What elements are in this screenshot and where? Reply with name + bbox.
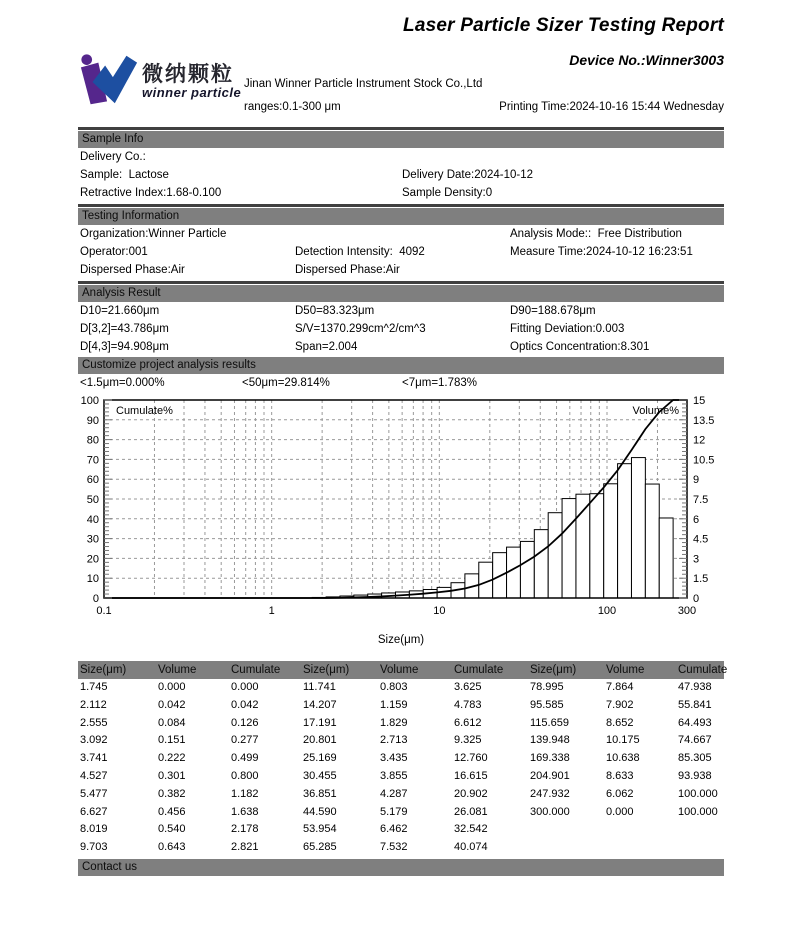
left-axis-label: 10 (86, 573, 99, 586)
table-cell: 78.995 (530, 681, 564, 693)
section-header-contact-us: Contact us (78, 859, 724, 876)
table-cell: 204.901 (530, 769, 570, 782)
table-cell: 7.532 (380, 841, 408, 854)
d90-value: D90=188.678μm (510, 304, 596, 317)
table-cell: 47.938 (678, 681, 712, 693)
testing-info-row (78, 225, 724, 243)
table-cell: 93.938 (678, 769, 712, 782)
sample-name: Sample: Lactose (80, 168, 169, 181)
delivery-date: Delivery Date:2024-10-12 (402, 168, 534, 181)
left-axis-label: 50 (86, 494, 99, 506)
left-axis-label: 60 (86, 474, 99, 487)
x-axis-label: 1 (268, 605, 275, 617)
table-row (78, 786, 724, 804)
table-cell: 2.713 (380, 734, 408, 747)
left-axis-label: 0 (92, 593, 99, 605)
table-cell: 4.527 (80, 769, 108, 782)
table-cell: 95.585 (530, 698, 564, 711)
x-axis-label: 10 (433, 605, 446, 617)
testing-info-row (78, 243, 724, 261)
table-cell: 0.084 (158, 716, 186, 729)
analysis-result-row (78, 338, 724, 356)
table-cell: 0.000 (606, 805, 634, 818)
device-number: Device No.:Winner3003 (569, 52, 724, 68)
table-cell: 7.902 (606, 698, 634, 711)
volume-bar (659, 518, 673, 598)
table-cell: 1.182 (231, 787, 259, 800)
volume-bar (590, 494, 604, 598)
brand-name-cn: 微纳颗粒 (142, 63, 234, 86)
d43-value: D[4,3]=94.908μm (80, 340, 169, 353)
table-cell: 0.456 (158, 805, 186, 818)
table-row (78, 839, 724, 857)
volume-series-label: Volume% (632, 405, 679, 417)
company-name: Jinan Winner Particle Instrument Stock Co.,Ltd (244, 78, 483, 90)
table-cell: 53.954 (303, 823, 337, 836)
table-cell: 0.499 (231, 752, 259, 765)
report-header (78, 52, 724, 114)
measure-time: Measure Time:2024-10-12 16:23:51 (510, 245, 693, 258)
table-cell: 8.633 (606, 769, 634, 782)
table-cell: 2.178 (231, 823, 259, 836)
table-cell: 25.169 (303, 752, 337, 765)
column-header: Volume (380, 663, 419, 676)
volume-bar (631, 458, 645, 598)
table-cell: 14.207 (303, 698, 337, 711)
customize-results-row (78, 374, 724, 392)
table-row (78, 697, 724, 715)
table-cell: 17.191 (303, 716, 337, 729)
d10-value: D10=21.660μm (80, 304, 160, 317)
table-cell: 0.042 (231, 698, 259, 711)
left-axis-label: 70 (86, 454, 99, 467)
table-cell: 1.638 (231, 805, 259, 818)
section-header-testing-information: Testing Information (78, 208, 724, 225)
table-cell: 5.477 (80, 787, 108, 800)
table-cell: 247.932 (530, 787, 570, 800)
separator-line (78, 204, 724, 207)
table-cell: 0.277 (231, 734, 259, 747)
table-cell: 0.042 (158, 698, 186, 711)
volume-bar (604, 484, 618, 598)
column-header: Cumulate (454, 663, 504, 676)
measuring-range: ranges:0.1-300 μm (244, 101, 341, 113)
table-cell: 20.801 (303, 734, 337, 747)
header-right (244, 52, 724, 114)
dispersed-phase-1: Dispersed Phase:Air (80, 263, 185, 276)
table-cell: 65.285 (303, 841, 337, 854)
volume-bar (520, 541, 534, 598)
table-cell: 3.625 (454, 681, 482, 693)
left-axis-label: 40 (86, 513, 99, 526)
table-cell: 3.855 (380, 769, 408, 782)
table-row (78, 804, 724, 822)
analysis-result-row (78, 302, 724, 320)
table-cell: 74.667 (678, 734, 712, 747)
volume-bar (645, 484, 659, 598)
custom-threshold-2: <50μm=29.814% (242, 376, 330, 389)
right-axis-label: 15 (693, 395, 706, 407)
right-axis-label: 1.5 (693, 573, 709, 586)
table-cell (606, 823, 678, 837)
table-cell: 8.652 (606, 716, 634, 729)
separator-line (78, 127, 724, 130)
delivery-co: Delivery Co.: (80, 150, 146, 163)
table-cell: 6.062 (606, 787, 634, 800)
table-cell: 0.000 (231, 681, 259, 693)
table-cell: 10.638 (606, 752, 640, 765)
table-cell: 2.555 (80, 716, 108, 729)
table-row (78, 715, 724, 733)
left-axis-label: 20 (86, 553, 99, 566)
column-header: Size(μm) (530, 663, 577, 676)
table-row (78, 679, 724, 697)
results-table-header (78, 661, 728, 679)
left-axis-label: 90 (86, 414, 99, 427)
cumulate-series-label: Cumulate% (116, 405, 173, 417)
table-cell: 100.000 (678, 805, 718, 818)
table-cell: 0.301 (158, 769, 186, 782)
table-cell: 0.126 (231, 716, 259, 729)
x-axis-label: 0.1 (96, 605, 112, 617)
table-cell: 139.948 (530, 734, 570, 747)
table-cell: 5.179 (380, 805, 408, 818)
table-cell: 0.803 (380, 681, 408, 693)
table-cell: 100.000 (678, 787, 718, 800)
table-cell: 26.081 (454, 805, 488, 818)
right-axis-label: 6 (693, 513, 700, 526)
table-cell: 12.760 (454, 752, 488, 765)
table-row (78, 732, 724, 750)
x-axis-label: 100 (597, 605, 617, 617)
table-cell: 1.159 (380, 698, 408, 711)
sample-info-row (78, 184, 724, 202)
sample-info-row (78, 148, 724, 166)
left-axis-label: 30 (86, 533, 99, 546)
d50-value: D50=83.323μm (295, 304, 375, 317)
optics-concentration: Optics Concentration:8.301 (510, 340, 650, 353)
table-cell: 3.435 (380, 752, 408, 765)
right-axis-label: 3 (693, 553, 700, 566)
right-axis-label: 0 (693, 593, 700, 605)
table-cell: 64.493 (678, 716, 712, 729)
volume-bar (534, 530, 548, 598)
chart-x-axis-title: Size(μm) (377, 634, 425, 646)
table-cell: 6.627 (80, 805, 108, 818)
table-cell: 6.462 (380, 823, 408, 836)
distribution-chart (78, 394, 724, 628)
table-cell: 30.455 (303, 769, 337, 782)
section-header-sample-info: Sample Info (78, 131, 724, 148)
table-cell: 0.800 (231, 769, 259, 782)
table-cell: 0.222 (158, 752, 186, 765)
section-header-analysis-result: Analysis Result (78, 285, 724, 302)
analysis-mode: Analysis Mode:: Free Distribution (510, 227, 682, 240)
table-cell: 55.841 (678, 698, 712, 711)
right-axis-label: 4.5 (693, 533, 709, 546)
table-cell: 6.612 (454, 716, 482, 729)
column-header: Size(μm) (303, 663, 350, 676)
table-cell: 44.590 (303, 805, 337, 818)
fitting-deviation: Fitting Deviation:0.003 (510, 322, 625, 335)
sample-info-row (78, 166, 724, 184)
winner-particle-logo-icon (78, 52, 140, 108)
column-header: Volume (158, 663, 197, 676)
table-cell: 0.000 (158, 681, 186, 693)
report-title: Laser Particle Sizer Testing Report (403, 15, 724, 36)
brand-name-en: winner particle (142, 85, 242, 100)
table-cell: 8.019 (80, 823, 108, 836)
table-cell: 32.542 (454, 823, 488, 836)
analysis-result-row (78, 320, 724, 338)
table-cell: 9.703 (80, 841, 108, 854)
organization: Organization:Winner Particle (80, 227, 227, 240)
right-axis-label: 7.5 (693, 494, 709, 506)
dispersed-phase-2: Dispersed Phase:Air (295, 263, 400, 276)
retractive-index: Retractive Index:1.68-0.100 (80, 186, 222, 199)
table-cell (530, 841, 606, 855)
table-cell (606, 841, 678, 855)
table-cell: 20.902 (454, 787, 488, 800)
section-header-customize-results: Customize project analysis results (78, 357, 724, 374)
table-cell: 169.338 (530, 752, 570, 765)
right-axis-label: 10.5 (693, 454, 715, 467)
table-cell: 3.092 (80, 734, 108, 747)
table-cell: 300.000 (530, 805, 570, 818)
table-cell: 0.151 (158, 734, 186, 747)
right-axis-label: 12 (693, 434, 706, 447)
table-cell: 4.783 (454, 698, 482, 711)
table-cell: 40.074 (454, 841, 488, 854)
right-axis-label: 13.5 (693, 414, 715, 427)
distribution-chart-block (78, 394, 724, 648)
left-axis-label: 80 (86, 434, 99, 447)
sv-value: S/V=1370.299cm^2/cm^3 (295, 322, 426, 335)
table-cell: 11.741 (303, 681, 336, 693)
table-cell: 0.540 (158, 823, 186, 836)
x-axis-label: 300 (677, 605, 697, 617)
results-table (78, 661, 728, 857)
custom-threshold-3: <7μm=1.783% (402, 376, 478, 389)
detection-intensity: Detection Intensity: 4092 (295, 245, 425, 258)
table-cell: 10.175 (606, 734, 640, 747)
table-cell: 1.745 (80, 681, 108, 693)
table-cell (530, 823, 606, 837)
table-cell: 0.643 (158, 841, 186, 854)
table-cell (678, 823, 722, 837)
table-cell (678, 841, 722, 855)
table-cell: 36.851 (303, 787, 337, 800)
table-cell: 2.821 (231, 841, 259, 854)
d32-value: D[3,2]=43.786μm (80, 322, 169, 335)
separator-line (78, 281, 724, 284)
table-cell: 16.615 (454, 769, 488, 782)
operator: Operator:001 (80, 245, 148, 258)
table-row (78, 750, 724, 768)
sample-density: Sample Density:0 (402, 186, 493, 199)
logo-text (142, 64, 241, 100)
left-axis-label: 100 (80, 395, 99, 407)
table-cell: 1.829 (380, 716, 408, 729)
table-cell: 85.305 (678, 752, 712, 765)
table-cell: 3.741 (80, 752, 108, 765)
table-cell: 115.659 (530, 716, 569, 729)
volume-bar (618, 464, 632, 598)
right-axis-label: 9 (693, 474, 700, 487)
table-cell: 9.325 (454, 734, 482, 747)
table-cell: 7.864 (606, 681, 634, 693)
table-cell: 4.287 (380, 787, 408, 800)
column-header: Cumulate (231, 663, 281, 676)
ranges-row (244, 100, 724, 114)
column-header: Size(μm) (80, 663, 127, 676)
volume-bar (562, 499, 576, 598)
table-row (78, 768, 724, 786)
table-row (78, 821, 724, 839)
volume-bar (548, 513, 562, 598)
printing-time: Printing Time:2024-10-16 15:44 Wednesday (499, 101, 724, 113)
company-logo (78, 52, 244, 114)
column-header: Volume (606, 663, 645, 676)
testing-info-row (78, 261, 724, 279)
table-cell: 2.112 (80, 698, 107, 711)
span-value: Span=2.004 (295, 340, 358, 353)
results-table-body (78, 679, 724, 857)
custom-threshold-1: <1.5μm=0.000% (80, 376, 165, 389)
table-cell: 0.382 (158, 787, 186, 800)
column-header: Cumulate (678, 663, 728, 676)
